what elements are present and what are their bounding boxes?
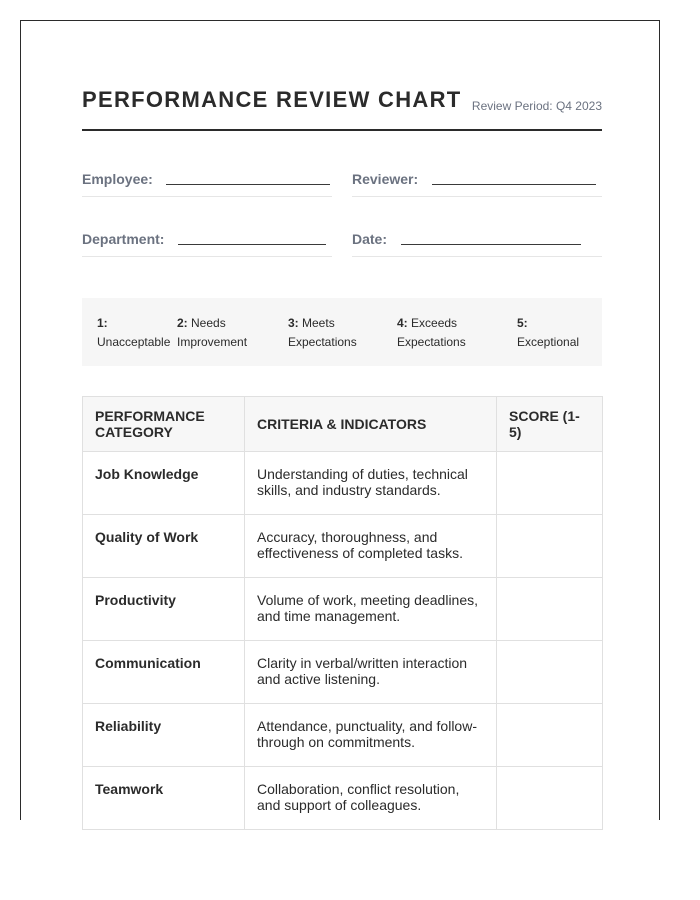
page-title: PERFORMANCE REVIEW CHART	[82, 87, 462, 112]
score-cell[interactable]	[497, 704, 603, 767]
rating-description: Exceeds Expectations	[397, 316, 466, 349]
criteria-cell: Attendance, punctuality, and follow-through on commitments.	[245, 704, 497, 767]
reviewer-blank-line[interactable]	[432, 184, 596, 185]
score-cell[interactable]	[497, 515, 603, 578]
date-blank-line[interactable]	[401, 244, 581, 245]
rating-scale-item	[517, 314, 597, 352]
rating-description: Meets Expectations	[288, 316, 357, 349]
review-sheet	[20, 20, 660, 820]
rating-number: 4:	[397, 316, 408, 330]
reviewer-field[interactable]	[352, 169, 602, 197]
column-header-score: SCORE (1-5)	[497, 397, 603, 452]
employee-label: Employee:	[82, 171, 153, 187]
category-cell: Teamwork	[83, 767, 245, 830]
page-header	[82, 87, 602, 131]
performance-table	[82, 396, 603, 830]
category-cell: Job Knowledge	[83, 452, 245, 515]
criteria-cell: Volume of work, meeting deadlines, and time management.	[245, 578, 497, 641]
score-cell[interactable]	[497, 578, 603, 641]
category-cell: Reliability	[83, 704, 245, 767]
employee-field[interactable]	[82, 169, 332, 197]
category-cell: Productivity	[83, 578, 245, 641]
date-field[interactable]	[352, 229, 602, 257]
rating-description: Unacceptable	[97, 335, 171, 349]
department-blank-line[interactable]	[178, 244, 326, 245]
category-cell: Communication	[83, 641, 245, 704]
reviewer-label: Reviewer:	[352, 171, 419, 187]
table-row	[83, 578, 603, 641]
table-row	[83, 641, 603, 704]
table-row	[83, 704, 603, 767]
rating-number: 2:	[177, 316, 188, 330]
column-header-criteria: CRITERIA & INDICATORS	[245, 397, 497, 452]
review-period: Review Period: Q4 2023	[471, 99, 602, 113]
column-header-category: PERFORMANCE CATEGORY	[83, 397, 245, 452]
rating-scale-item	[177, 314, 277, 352]
criteria-cell: Clarity in verbal/written interaction and active listening.	[245, 641, 497, 704]
table-row	[83, 452, 603, 515]
rating-scale-item	[97, 314, 175, 352]
rating-scale-item	[288, 314, 388, 352]
table-row	[83, 767, 603, 830]
department-field[interactable]	[82, 229, 332, 257]
table-header-row	[83, 397, 603, 452]
score-cell[interactable]	[497, 452, 603, 515]
criteria-cell: Understanding of duties, technical skills, and industry standards.	[245, 452, 497, 515]
score-cell[interactable]	[497, 641, 603, 704]
employee-blank-line[interactable]	[166, 184, 330, 185]
score-cell[interactable]	[497, 767, 603, 830]
rating-description: Needs Improvement	[177, 316, 248, 349]
category-cell: Quality of Work	[83, 515, 245, 578]
department-label: Department:	[82, 231, 165, 247]
table-row	[83, 515, 603, 578]
rating-scale-legend	[82, 298, 602, 366]
rating-number: 1:	[97, 316, 108, 330]
criteria-cell: Collaboration, conflict resolution, and support of colleagues.	[245, 767, 497, 830]
criteria-cell: Accuracy, thoroughness, and effectiveness of completed tasks.	[245, 515, 497, 578]
rating-number: 3:	[288, 316, 299, 330]
date-label: Date:	[352, 231, 388, 247]
rating-description: Exceptional	[517, 335, 580, 349]
rating-number: 5:	[517, 316, 528, 330]
rating-scale-item	[397, 314, 497, 352]
